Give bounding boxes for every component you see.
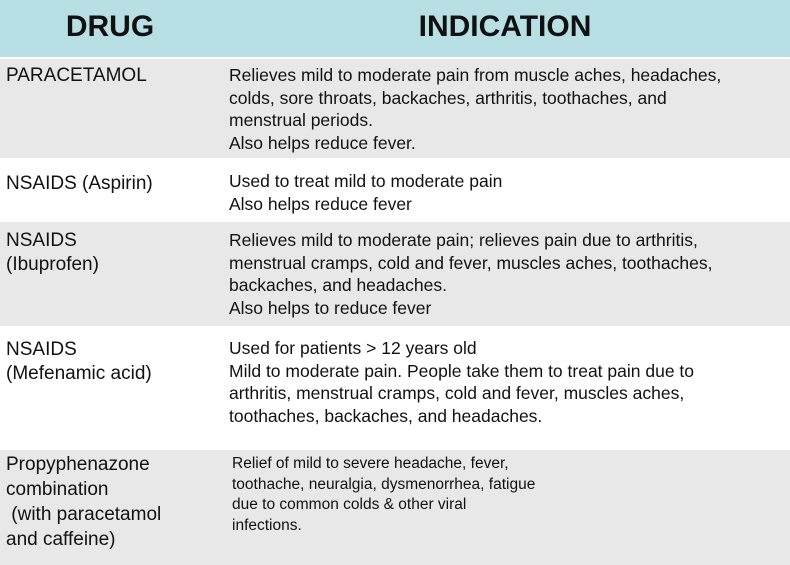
- indication-cell: [229, 170, 774, 215]
- indication-line: Used for patients > 12 years old: [229, 338, 477, 358]
- table-row: [0, 222, 790, 326]
- drug-name-line: combination: [6, 479, 109, 500]
- drug-column-header: DRUG: [65, 10, 155, 43]
- table-row: [0, 59, 790, 158]
- indication-line: Also helps reduce fever.: [229, 132, 416, 153]
- indication-line: backaches, and headaches.: [229, 275, 447, 295]
- drug-name-line: PARACETAMOL: [6, 65, 147, 86]
- drug-name-line: (Ibuprofen): [6, 254, 99, 275]
- table-row: [0, 450, 790, 565]
- indication-line: Used to treat mild to moderate pain: [229, 171, 503, 191]
- drug-name-cell: [6, 452, 211, 552]
- drug-name-cell: [6, 229, 211, 277]
- indication-line: due to common colds & other viral: [232, 496, 467, 513]
- drug-name-cell: [6, 338, 211, 386]
- drug-name-line: NSAIDS: [6, 339, 77, 360]
- drug-name-line: and caffeine): [6, 529, 116, 550]
- indication-cell: [229, 337, 774, 427]
- drug-name-line: Propyphenazone: [6, 454, 150, 475]
- indication-cell: [229, 64, 774, 154]
- drug-name-line: NSAIDS: [6, 230, 77, 251]
- drug-name-cell: [6, 64, 211, 88]
- drug-name-line: (Mefenamic acid): [6, 363, 152, 384]
- indication-line: Relieves mild to moderate pain from muscle aches, headaches,: [229, 65, 722, 85]
- indication-line: toothaches, backaches, and headaches.: [229, 405, 543, 426]
- drug-name-cell: [6, 172, 211, 196]
- indication-line: arthritis, menstrual cramps, cold and fever, muscles aches,: [229, 383, 685, 403]
- indication-line: Also helps reduce fever: [229, 193, 412, 214]
- indication-cell: [232, 454, 777, 536]
- indication-line: Also helps to reduce fever: [229, 297, 432, 318]
- indication-line: menstrual periods.: [229, 110, 373, 130]
- indication-line: toothache, neuralgia, dysmenorrhea, fatigue: [232, 475, 536, 493]
- indication-line: Relieves mild to moderate pain; relieves pain due to arthritis,: [229, 230, 698, 250]
- table-row: [0, 328, 790, 448]
- indication-line: Relief of mild to severe headache, fever,: [232, 455, 509, 472]
- drug-name-line: NSAIDS (Aspirin): [6, 173, 153, 194]
- indication-line: colds, sore throats, backaches, arthritis, toothaches, and: [229, 87, 667, 108]
- indication-line: infections.: [232, 516, 302, 534]
- table-row: [0, 160, 790, 220]
- indication-line: menstrual cramps, cold and fever, muscles aches, toothaches,: [229, 252, 713, 273]
- indication-cell: [229, 229, 774, 319]
- table-header: [0, 0, 790, 59]
- drug-name-line: (with paracetamol: [6, 504, 162, 525]
- indication-column-header: INDICATION: [418, 10, 592, 43]
- indication-line: Mild to moderate pain. People take them to treat pain due to: [229, 360, 695, 381]
